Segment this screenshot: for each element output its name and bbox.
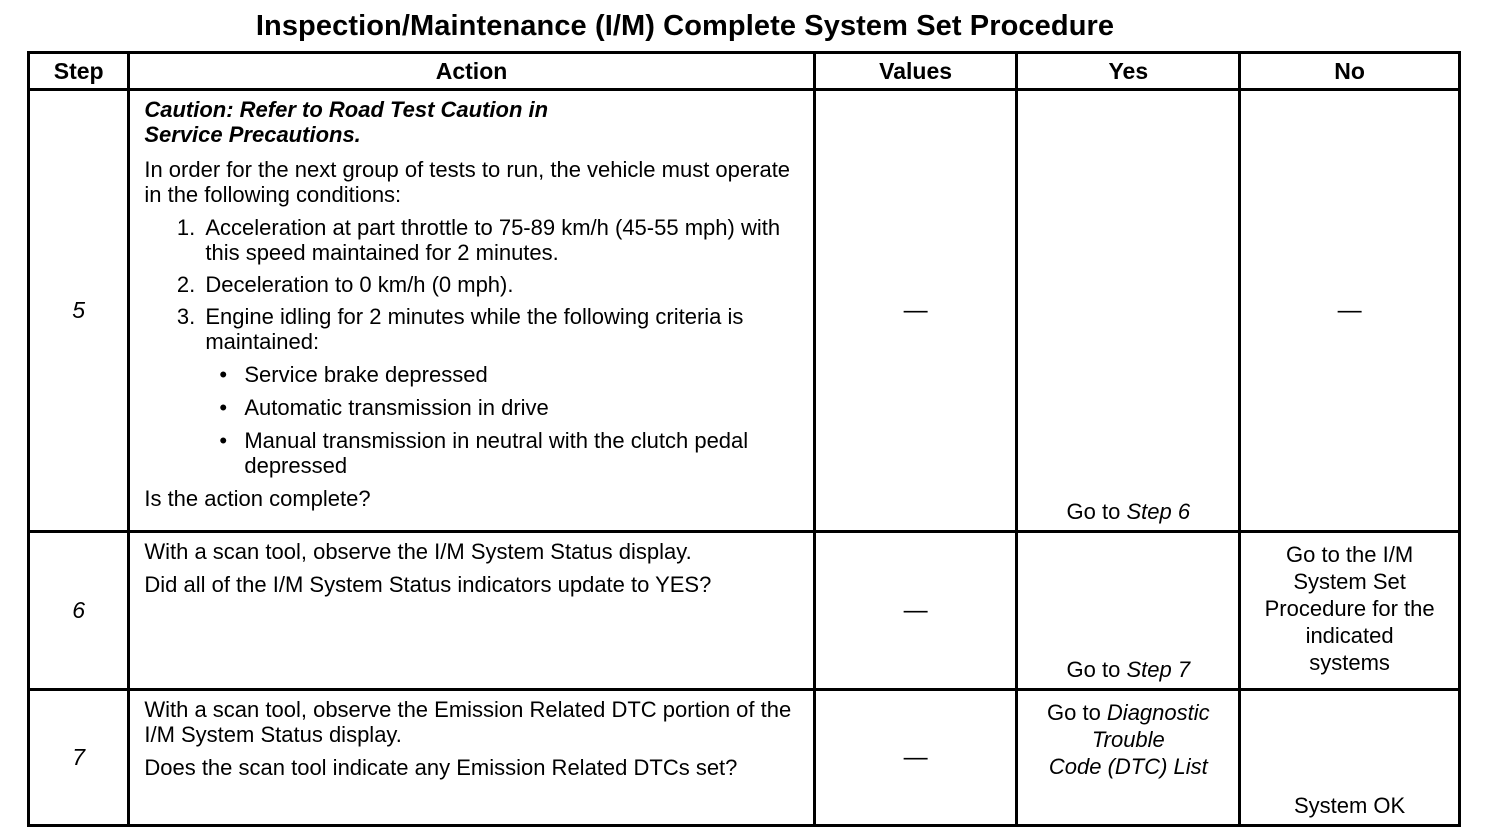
system-ok-text: System OK — [1293, 793, 1406, 818]
action-cell — [129, 532, 814, 690]
yes-cell: Go to Step 7 — [1017, 532, 1240, 690]
yes-cell: Go to Step 6 — [1017, 90, 1240, 532]
list-item: • Automatic transmission in drive — [240, 395, 802, 420]
list-item: • Service brake depressed — [240, 362, 802, 387]
values-cell: — — [814, 90, 1017, 532]
question-text: Did all of the I/M System Status indicators update to YES? — [144, 572, 712, 597]
intro-text: In order for the next group of tests to run, the vehicle must operate in the following conditions: — [144, 157, 791, 207]
step-link[interactable]: Step 7 — [1126, 657, 1191, 682]
table-row-step-6 — [29, 532, 1460, 690]
action-text: With a scan tool, observe the I/M System Status display. — [144, 539, 692, 564]
list-item: 2. Deceleration to 0 km/h (0 mph). — [201, 272, 802, 297]
page-title: Inspection/Maintenance (I/M) Complete System Set Procedure — [255, 10, 1115, 42]
values-cell: — — [814, 532, 1017, 690]
action-text: With a scan tool, observe the Emission Related DTC portion of the I/M System Status display. — [144, 697, 792, 747]
step-number: 6 — [29, 532, 129, 690]
list-item: 1. Acceleration at part throttle to 75-89 km/h (45-55 mph) with this speed maintained for 2 minutes. — [201, 215, 802, 265]
yes-cell — [1017, 690, 1240, 826]
list-item: • Manual transmission in neutral with the clutch pedal depressed — [240, 428, 802, 478]
dtc-list-link[interactable]: Go to Diagnostic Trouble Code (DTC) List — [1047, 700, 1210, 779]
table-row-step-5 — [29, 90, 1460, 532]
header-action: Action — [129, 53, 814, 90]
header-no: No — [1240, 53, 1460, 90]
header-yes: Yes — [1017, 53, 1240, 90]
header-row — [29, 53, 1460, 90]
criteria-list — [205, 362, 802, 478]
no-action-text[interactable]: Go to the I/M System Set Procedure for the indicated systems — [1264, 542, 1435, 675]
step-number: 7 — [29, 690, 129, 826]
no-cell — [1240, 532, 1460, 690]
list-item: 3. Engine idling for 2 minutes while the following criteria is maintained: • Service brake depressed • Automatic transmission in drive • Manual transmission in neutral with the clutch pedal depressed — [201, 304, 802, 478]
caution-note: Caution: Refer to Road Test Caution in Service Precautions. — [144, 97, 549, 147]
question-text: Does the scan tool indicate any Emission Related DTCs set? — [144, 755, 738, 780]
no-cell — [1240, 690, 1460, 826]
values-cell: — — [814, 690, 1017, 826]
no-cell: — — [1240, 90, 1460, 532]
action-cell — [129, 90, 814, 532]
step-number: 5 — [29, 90, 129, 532]
header-step: Step — [29, 53, 129, 90]
step-link[interactable]: Step 6 — [1126, 499, 1191, 524]
table-row-step-7 — [29, 690, 1460, 826]
procedure-table — [27, 51, 1461, 827]
header-values: Values — [814, 53, 1017, 90]
action-cell — [129, 690, 814, 826]
question-text: Is the action complete? — [144, 486, 371, 511]
conditions-list — [144, 215, 802, 478]
